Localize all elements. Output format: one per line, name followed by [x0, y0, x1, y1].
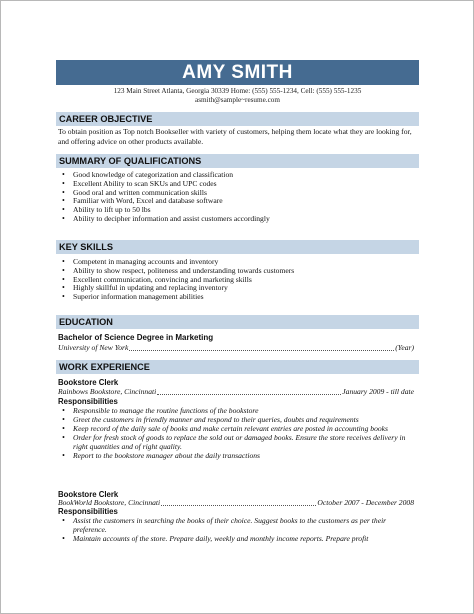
list-item: • Highly skillful in updating and replacing inventory: [58, 284, 414, 293]
name-banner: AMY SMITH: [56, 60, 419, 85]
list-item: • Good knowledge of categorization and classification: [58, 171, 414, 180]
list-item: • Excellent communication, convincing and marketing skills: [58, 276, 414, 285]
contact-address: 123 Main Street Atlanta, Georgia 30339 Home: (555) 555-1234, Cell: (555) 555-1235: [113, 87, 362, 95]
list-item: • Order for fresh stock of goods to replace the sold out or damaged books. Ensure the store receives delivery in right quantities and of right quality.: [58, 434, 414, 452]
job-dates: January 2009 - till date: [342, 387, 414, 396]
list-item: • Ability to decipher information and assist customers accordingly: [58, 215, 414, 224]
dot-leader: [161, 504, 316, 506]
list-item: • Keep record of the daily sale of books and make certain relevant entries are posted in accounting books: [58, 425, 414, 434]
education-year: (Year): [395, 343, 414, 352]
skills-list: [58, 258, 414, 302]
contact-email: asmith@sample~resume.com: [195, 96, 280, 104]
responsibilities-label: Responsibilities: [58, 507, 118, 516]
dot-leader: [157, 393, 341, 395]
job-employer-row: [58, 387, 414, 397]
job-title: Bookstore Clerk: [58, 490, 119, 499]
dot-leader: [129, 349, 394, 351]
section-heading-education: EDUCATION: [56, 315, 419, 329]
job-responsibilities-list: [58, 517, 414, 544]
summary-list: [58, 171, 414, 224]
job-dates: October 2007 - December 2008: [317, 498, 414, 507]
career-objective-text: To obtain position as Top notch Bookseller with variety of customers, helping them locate what they are looking for, and offering advice on other products available.: [58, 127, 412, 146]
job-employer: Rainbows Bookstore, Cincinnati: [58, 387, 157, 396]
section-heading-key-skills: KEY SKILLS: [56, 240, 419, 254]
list-item: • Competent in managing accounts and inventory: [58, 258, 414, 267]
list-item: • Ability to show respect, politeness and understanding towards customers: [58, 267, 414, 276]
list-item: • Responsible to manage the routine functions of the bookstore: [58, 407, 414, 416]
list-item: • Excellent Ability to scan SKUs and UPC codes: [58, 180, 414, 189]
degree-title: Bachelor of Science Degree in Marketing: [58, 333, 214, 342]
education-row: [58, 343, 414, 353]
job-employer: BookWorld Bookstore, Cincinnati: [58, 498, 161, 507]
responsibilities-label: Responsibilities: [58, 397, 118, 406]
section-heading-career-objective: CAREER OBJECTIVE: [56, 112, 419, 126]
section-heading-work-experience: WORK EXPERIENCE: [56, 360, 419, 374]
list-item: • Report to the bookstore manager about the daily transactions: [58, 452, 414, 461]
section-heading-summary: SUMMARY OF QUALIFICATIONS: [56, 154, 419, 168]
job-responsibilities-list: [58, 407, 414, 460]
list-item: • Ability to lift up to 50 lbs: [58, 206, 414, 215]
list-item: • Familiar with Word, Excel and database software: [58, 197, 414, 206]
list-item: • Assist the customers in searching the books of their choice. Suggest books to the customers as per their preference.: [58, 517, 414, 535]
school-name: University of New York: [58, 343, 129, 352]
list-item: • Maintain accounts of the store. Prepare daily, weekly and monthly income reports. Prepare profit: [58, 535, 414, 544]
list-item: • Superior information management abilities: [58, 293, 414, 302]
list-item: • Greet the customers in friendly manner and respond to their queries, doubts and requirements: [58, 416, 414, 425]
job-title: Bookstore Clerk: [58, 378, 119, 387]
list-item: • Good oral and written communication skills: [58, 189, 414, 198]
